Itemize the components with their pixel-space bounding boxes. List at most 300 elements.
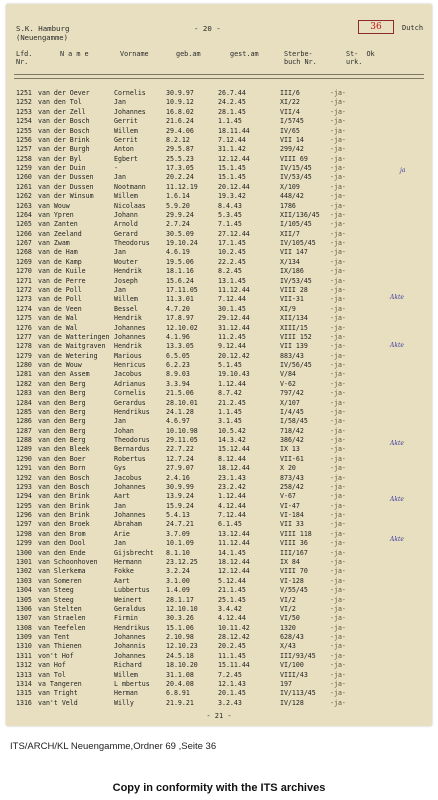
table-row bbox=[16, 239, 428, 247]
entry-number: 1283 bbox=[16, 389, 32, 398]
entry-death-register-number: 718/42 bbox=[280, 426, 304, 435]
entry-surname: van der Winsum bbox=[38, 192, 94, 201]
entry-death-date: 8.12.44 bbox=[218, 454, 246, 463]
entry-certificate-status: -ja- bbox=[330, 464, 346, 473]
entry-certificate-status: -ja- bbox=[330, 482, 346, 491]
entry-firstname: Adrianus bbox=[114, 379, 146, 388]
entry-number: 1285 bbox=[16, 407, 32, 416]
table-row bbox=[16, 680, 428, 688]
entry-firstname: Johan bbox=[114, 426, 134, 435]
entry-death-date: 10.11.42 bbox=[218, 623, 250, 632]
entry-certificate-status: -ja- bbox=[330, 576, 346, 585]
entry-certificate-status: -ja- bbox=[330, 389, 346, 398]
handwritten-note: Akte bbox=[390, 342, 404, 349]
entry-number: 1309 bbox=[16, 633, 32, 642]
entry-surname: van Thienen bbox=[38, 642, 82, 651]
entry-birth-date: 5.9.20 bbox=[166, 201, 190, 210]
handwritten-note: Akte bbox=[390, 496, 404, 503]
entry-birth-date: 17.8.97 bbox=[166, 314, 194, 323]
entry-surname: van Hof bbox=[38, 661, 66, 670]
entry-certificate-status: -ja- bbox=[330, 539, 346, 548]
table-row bbox=[16, 436, 428, 444]
entry-certificate-status: -ja- bbox=[330, 107, 346, 116]
entry-certificate-status: -ja- bbox=[330, 417, 346, 426]
entry-number: 1310 bbox=[16, 642, 32, 651]
table-row bbox=[16, 277, 428, 285]
entry-number: 1286 bbox=[16, 417, 32, 426]
entry-birth-date: 28.1.17 bbox=[166, 595, 194, 604]
entry-death-date: 20.12.42 bbox=[218, 351, 250, 360]
entry-number: 1282 bbox=[16, 379, 32, 388]
entry-certificate-status: -ja- bbox=[330, 126, 346, 135]
entry-birth-date: 31.1.08 bbox=[166, 670, 194, 679]
entry-death-register-number: IV/128 bbox=[280, 698, 304, 707]
entry-birth-date: 15.6.24 bbox=[166, 276, 194, 285]
table-row bbox=[16, 464, 428, 472]
entry-death-date: 3.4.42 bbox=[218, 604, 242, 613]
entry-birth-date: 1.4.09 bbox=[166, 586, 190, 595]
entry-surname: van den Berg bbox=[38, 436, 86, 445]
entry-death-date: 21.1.45 bbox=[218, 586, 246, 595]
table-row bbox=[16, 530, 428, 538]
entry-death-register-number: XII/7 bbox=[280, 229, 300, 238]
entry-birth-date: 30.9.99 bbox=[166, 482, 194, 491]
entry-death-date: 28.1.45 bbox=[218, 107, 246, 116]
entry-death-date: 3.2.43 bbox=[218, 698, 242, 707]
table-row bbox=[16, 183, 428, 191]
entry-death-register-number: VIII 36 bbox=[280, 539, 308, 548]
entry-number: 1288 bbox=[16, 436, 32, 445]
table-row bbox=[16, 652, 428, 660]
entry-death-date: 1.1.45 bbox=[218, 117, 242, 126]
entry-number: 1307 bbox=[16, 614, 32, 623]
entry-surname: van der Duin bbox=[38, 164, 86, 173]
entry-certificate-status: -ja- bbox=[330, 229, 346, 238]
entry-certificate-status: -ja- bbox=[330, 445, 346, 454]
entry-firstname: Willem bbox=[114, 192, 138, 201]
table-row bbox=[16, 417, 428, 425]
entry-death-register-number: VIII 70 bbox=[280, 567, 308, 576]
entry-death-register-number: VII 33 bbox=[280, 520, 304, 529]
entry-death-date: 11.12.44 bbox=[218, 539, 250, 548]
entry-number: 1291 bbox=[16, 464, 32, 473]
entry-certificate-status: -ja- bbox=[330, 323, 346, 332]
entry-surname: van den Berg bbox=[38, 379, 86, 388]
entry-number: 1272 bbox=[16, 285, 32, 294]
entry-death-date: 10.5.42 bbox=[218, 426, 246, 435]
entry-death-register-number: IV/56/45 bbox=[280, 361, 312, 370]
entry-certificate-status: -ja- bbox=[330, 89, 346, 97]
entry-certificate-status: -ja- bbox=[330, 567, 346, 576]
entry-certificate-status: -ja- bbox=[330, 145, 346, 154]
entry-death-register-number: X/43 bbox=[280, 642, 296, 651]
entry-firstname: Willem bbox=[114, 126, 138, 135]
entry-surname: van den Berg bbox=[38, 398, 86, 407]
entry-death-date: 7.12.44 bbox=[218, 295, 246, 304]
entry-death-register-number: IV/105/45 bbox=[280, 239, 316, 248]
entry-firstname: Willy bbox=[114, 698, 134, 707]
entry-certificate-status: -ja- bbox=[330, 679, 346, 688]
table-row bbox=[16, 305, 428, 313]
entry-certificate-status: -ja- bbox=[330, 501, 346, 510]
entry-certificate-status: -ja- bbox=[330, 698, 346, 707]
entry-certificate-status: -ja- bbox=[330, 257, 346, 266]
entry-death-date: 24.2.45 bbox=[218, 98, 246, 107]
entry-death-register-number: I/5745 bbox=[280, 117, 304, 126]
entry-number: 1275 bbox=[16, 314, 32, 323]
table-row bbox=[16, 267, 428, 275]
entry-number: 1254 bbox=[16, 117, 32, 126]
col-nr-header: Lfd. Nr. bbox=[16, 50, 33, 66]
entry-surname: van Teefelen bbox=[38, 623, 86, 632]
entry-surname: van Ypren bbox=[38, 210, 74, 219]
entry-certificate-status: -ja- bbox=[330, 182, 346, 191]
entry-surname: van den Berg bbox=[38, 417, 86, 426]
entry-firstname: Bessel bbox=[114, 304, 138, 313]
entry-firstname: Wouter bbox=[114, 257, 138, 266]
entry-birth-date: 1.6.14 bbox=[166, 192, 190, 201]
entry-number: 1274 bbox=[16, 304, 32, 313]
entry-death-date: 12.12.44 bbox=[218, 567, 250, 576]
entry-firstname: Gerrit bbox=[114, 117, 138, 126]
entry-certificate-status: -ja- bbox=[330, 267, 346, 276]
entry-death-register-number: VI-47 bbox=[280, 501, 300, 510]
entry-certificate-status: -ja- bbox=[330, 370, 346, 379]
entry-death-register-number: IV/53/45 bbox=[280, 276, 312, 285]
entry-surname: van der Bosch bbox=[38, 126, 90, 135]
table-row bbox=[16, 342, 428, 350]
handwritten-note: ja bbox=[400, 167, 406, 174]
entry-certificate-status: -ja- bbox=[330, 210, 346, 219]
entry-surname: van den Bleek bbox=[38, 445, 90, 454]
entry-firstname: Marious bbox=[114, 351, 142, 360]
entry-certificate-status: -ja- bbox=[330, 361, 346, 370]
entry-death-date: 9.12.44 bbox=[218, 342, 246, 351]
entry-death-register-number: I/58/45 bbox=[280, 417, 308, 426]
entry-surname: van de Wetering bbox=[38, 351, 98, 360]
camp-header: S.K. Hamburg bbox=[16, 24, 70, 33]
entry-death-date: 10.2.45 bbox=[218, 248, 246, 257]
col-name-header: N a m e bbox=[60, 50, 89, 58]
entry-number: 1279 bbox=[16, 351, 32, 360]
entry-firstname: Jan bbox=[114, 98, 126, 107]
entry-firstname: L mbertus bbox=[114, 679, 150, 688]
entry-death-register-number: VI/2 bbox=[280, 604, 296, 613]
entry-death-date: 4.12.44 bbox=[218, 501, 246, 510]
entry-surname: van de Poll bbox=[38, 285, 82, 294]
entry-death-register-number: XII/134 bbox=[280, 314, 308, 323]
entry-birth-date: 29.9.24 bbox=[166, 210, 194, 219]
entry-number: 1292 bbox=[16, 473, 32, 482]
entry-number: 1265 bbox=[16, 220, 32, 229]
entry-death-register-number: III/167 bbox=[280, 548, 308, 557]
entry-death-register-number: X/134 bbox=[280, 257, 300, 266]
entry-death-date: 3.1.45 bbox=[218, 417, 242, 426]
entry-firstname: Gijsbrecht bbox=[114, 548, 154, 557]
entry-number: 1252 bbox=[16, 98, 32, 107]
table-row bbox=[16, 352, 428, 360]
entry-firstname: Gerard bbox=[114, 229, 138, 238]
entry-number: 1260 bbox=[16, 173, 32, 182]
table-row bbox=[16, 502, 428, 510]
entry-death-date: 7.12.44 bbox=[218, 511, 246, 520]
entry-birth-date: 3.3.94 bbox=[166, 379, 190, 388]
entry-firstname: Willem bbox=[114, 295, 138, 304]
entry-firstname: Lubbertus bbox=[114, 586, 150, 595]
camp-subheader: (Neuengamme) bbox=[16, 33, 68, 42]
entry-death-date: 18.12.44 bbox=[218, 558, 250, 566]
entry-firstname: Nootmann bbox=[114, 182, 146, 191]
entry-birth-date: 10.10.98 bbox=[166, 426, 198, 435]
entry-surname: van de Ham bbox=[38, 248, 78, 257]
entry-death-register-number: IX 84 bbox=[280, 558, 300, 566]
entry-death-date: 12.12.44 bbox=[218, 154, 250, 163]
table-row bbox=[16, 389, 428, 397]
entry-death-date: 11.1.45 bbox=[218, 651, 246, 660]
entry-death-register-number: XII/136/45 bbox=[280, 210, 320, 219]
entry-death-register-number: X/107 bbox=[280, 398, 300, 407]
entry-certificate-status: -ja- bbox=[330, 398, 346, 407]
entry-birth-date: 4.6.97 bbox=[166, 417, 190, 426]
entry-surname: van de Perre bbox=[38, 276, 86, 285]
entry-number: 1255 bbox=[16, 126, 32, 135]
entry-number: 1308 bbox=[16, 623, 32, 632]
entry-surname: van den Broek bbox=[38, 520, 90, 529]
entry-death-date: 27.12.44 bbox=[218, 229, 250, 238]
entry-birth-date: 10.9.12 bbox=[166, 98, 194, 107]
entry-death-date: 8.2.45 bbox=[218, 267, 242, 276]
entry-number: 1300 bbox=[16, 548, 32, 557]
entry-firstname: Johannes bbox=[114, 511, 146, 520]
entry-birth-date: 24.1.28 bbox=[166, 407, 194, 416]
entry-death-register-number: IV/113/45 bbox=[280, 689, 316, 698]
entry-surname: van den Ende bbox=[38, 548, 86, 557]
entry-firstname: Hendrik bbox=[114, 314, 142, 323]
entry-birth-date: 2.10.98 bbox=[166, 633, 194, 642]
table-row bbox=[16, 211, 428, 219]
entry-number: 1311 bbox=[16, 651, 32, 660]
entry-birth-date: 17.11.05 bbox=[166, 285, 198, 294]
entry-firstname: Aart bbox=[114, 576, 130, 585]
entry-death-register-number: 299/42 bbox=[280, 145, 304, 154]
entry-firstname: Willem bbox=[114, 670, 138, 679]
table-row bbox=[16, 192, 428, 200]
entry-certificate-status: -ja- bbox=[330, 436, 346, 445]
entry-firstname: Fokke bbox=[114, 567, 134, 576]
table-row bbox=[16, 642, 428, 650]
table-row bbox=[16, 558, 428, 566]
entry-birth-date: 3.2.24 bbox=[166, 567, 190, 576]
entry-birth-date: 21.9.21 bbox=[166, 698, 194, 707]
entry-birth-date: 18.1.16 bbox=[166, 267, 194, 276]
entry-number: 1315 bbox=[16, 689, 32, 698]
entry-surname: van den Brink bbox=[38, 492, 90, 501]
entry-death-register-number: VIII 118 bbox=[280, 529, 312, 538]
handwritten-note: Akte bbox=[390, 294, 404, 301]
entry-number: 1263 bbox=[16, 201, 32, 210]
entry-birth-date: 23.12.25 bbox=[166, 558, 198, 566]
entry-number: 1251 bbox=[16, 89, 32, 97]
entry-certificate-status: -ja- bbox=[330, 351, 346, 360]
entry-surname: van den Bosch bbox=[38, 473, 90, 482]
entry-surname: van der Zell bbox=[38, 107, 86, 116]
entry-death-date: 26.7.44 bbox=[218, 89, 246, 97]
entry-firstname: Jan bbox=[114, 173, 126, 182]
entry-death-register-number: VI/100 bbox=[280, 661, 304, 670]
entry-surname: van Schoonhoven bbox=[38, 558, 98, 566]
entry-birth-date: 29.5.87 bbox=[166, 145, 194, 154]
table-row bbox=[16, 145, 428, 153]
entry-birth-date: 15.1.06 bbox=[166, 623, 194, 632]
entry-death-date: 22.2.45 bbox=[218, 257, 246, 266]
entry-number: 1258 bbox=[16, 154, 32, 163]
entry-firstname: Jacobus bbox=[114, 370, 142, 379]
entry-certificate-status: -ja- bbox=[330, 285, 346, 294]
entry-death-date: 28.12.42 bbox=[218, 633, 250, 642]
entry-death-date: 29.12.44 bbox=[218, 314, 250, 323]
table-row bbox=[16, 361, 428, 369]
table-row bbox=[16, 408, 428, 416]
entry-death-date: 11.12.44 bbox=[218, 285, 250, 294]
entry-firstname: Jan bbox=[114, 285, 126, 294]
table-row bbox=[16, 98, 428, 106]
entry-surname: van Zwam bbox=[38, 239, 70, 248]
entry-number: 1261 bbox=[16, 182, 32, 191]
entry-death-date: 20.12.44 bbox=[218, 182, 250, 191]
entry-birth-date: 2.4.16 bbox=[166, 473, 190, 482]
table-row bbox=[16, 380, 428, 388]
entry-certificate-status: -ja- bbox=[330, 379, 346, 388]
entry-death-date: 15.12.44 bbox=[218, 445, 250, 454]
entry-firstname: Johannes bbox=[114, 332, 146, 341]
entry-death-date: 5.3.45 bbox=[218, 210, 242, 219]
entry-surname: van de Watteringen bbox=[38, 332, 110, 341]
entry-number: 1278 bbox=[16, 342, 32, 351]
entry-firstname: Johannis bbox=[114, 642, 146, 651]
table-row bbox=[16, 333, 428, 341]
entry-certificate-status: -ja- bbox=[330, 192, 346, 201]
table-row bbox=[16, 295, 428, 303]
entry-surname: van de Veen bbox=[38, 304, 82, 313]
entry-surname: van Tright bbox=[38, 689, 78, 698]
entry-surname: van den Brink bbox=[38, 511, 90, 520]
entry-surname: van de Kamp bbox=[38, 257, 82, 266]
entry-death-register-number: VII 147 bbox=[280, 248, 308, 257]
entry-birth-date: 3.7.09 bbox=[166, 529, 190, 538]
entry-certificate-status: -ja- bbox=[330, 154, 346, 163]
entry-number: 1266 bbox=[16, 229, 32, 238]
entry-number: 1280 bbox=[16, 361, 32, 370]
entry-number: 1270 bbox=[16, 267, 32, 276]
entry-certificate-status: -ja- bbox=[330, 492, 346, 501]
copy-notice: Copy in conformity with the ITS archives bbox=[112, 782, 326, 794]
entry-firstname: Gerrit bbox=[114, 135, 138, 144]
entry-death-date: 23.2.42 bbox=[218, 482, 246, 491]
entry-death-date: 13.1.45 bbox=[218, 276, 246, 285]
entry-surname: van de Kuile bbox=[38, 267, 86, 276]
entry-number: 1287 bbox=[16, 426, 32, 435]
entry-certificate-status: -ja- bbox=[330, 426, 346, 435]
table-row bbox=[16, 202, 428, 210]
entry-birth-date: 30.9.97 bbox=[166, 89, 194, 97]
entry-birth-date: 17.3.05 bbox=[166, 164, 194, 173]
table-row bbox=[16, 173, 428, 181]
entry-firstname: Jan bbox=[114, 501, 126, 510]
entry-death-register-number: VIII 152 bbox=[280, 332, 312, 341]
entry-surname: van Steeg bbox=[38, 586, 74, 595]
entry-certificate-status: -ja- bbox=[330, 98, 346, 107]
entry-birth-date: 28.10.01 bbox=[166, 398, 198, 407]
entry-certificate-status: -ja- bbox=[330, 295, 346, 304]
entry-number: 1305 bbox=[16, 595, 32, 604]
entry-certificate-status: -ja- bbox=[330, 670, 346, 679]
table-row bbox=[16, 445, 428, 453]
entry-death-register-number: VI/2 bbox=[280, 595, 296, 604]
entry-birth-date: 22.7.22 bbox=[166, 445, 194, 454]
entry-firstname: Egbert bbox=[114, 154, 138, 163]
entry-surname: von't Hof bbox=[38, 651, 74, 660]
entry-number: 1316 bbox=[16, 698, 32, 707]
entry-birth-date: 30.3.26 bbox=[166, 614, 194, 623]
entry-birth-date: 19.10.24 bbox=[166, 239, 198, 248]
entry-birth-date: 5.4.13 bbox=[166, 511, 190, 520]
entry-birth-date: 4.1.96 bbox=[166, 332, 190, 341]
nationality-label: Dutch bbox=[402, 24, 424, 32]
entry-death-date: 21.2.45 bbox=[218, 398, 246, 407]
entry-number: 1253 bbox=[16, 107, 32, 116]
entry-birth-date: 11.3.01 bbox=[166, 295, 194, 304]
entry-firstname: Nicolaas bbox=[114, 201, 146, 210]
entry-firstname: Henricus bbox=[114, 361, 146, 370]
entry-firstname: Robertus bbox=[114, 454, 146, 463]
entry-birth-date: 27.9.07 bbox=[166, 464, 194, 473]
entry-number: 1303 bbox=[16, 576, 32, 585]
entry-firstname: Herman bbox=[114, 689, 138, 698]
entry-surname: van den Brom bbox=[38, 529, 86, 538]
entry-number: 1314 bbox=[16, 679, 32, 688]
entry-death-date: 23.1.43 bbox=[218, 473, 246, 482]
entry-surname: van Zeeland bbox=[38, 229, 82, 238]
entry-firstname: Jacobus bbox=[114, 473, 142, 482]
entry-death-date: 1.12.44 bbox=[218, 492, 246, 501]
entry-death-register-number: VII-61 bbox=[280, 454, 304, 463]
entry-certificate-status: -ja- bbox=[330, 407, 346, 416]
entry-surname: va Tangeren bbox=[38, 679, 82, 688]
entry-surname: van't Veld bbox=[38, 698, 78, 707]
entry-death-register-number: III/93/45 bbox=[280, 651, 316, 660]
entry-certificate-status: -ja- bbox=[330, 604, 346, 613]
entry-death-date: 19.10.43 bbox=[218, 370, 250, 379]
entry-birth-date: 8.9.03 bbox=[166, 370, 190, 379]
entry-surname: van Wouw bbox=[38, 201, 70, 210]
entry-surname: van den Born bbox=[38, 464, 86, 473]
handwritten-note: Akte bbox=[390, 536, 404, 543]
entry-death-register-number: VI-184 bbox=[280, 511, 304, 520]
entry-death-date: 18.12.44 bbox=[218, 464, 250, 473]
table-row bbox=[16, 492, 428, 500]
entry-death-register-number: IX 13 bbox=[280, 445, 300, 454]
entry-firstname: Gerardus bbox=[114, 398, 146, 407]
entry-surname: van den Assem bbox=[38, 370, 90, 379]
column-headers bbox=[16, 50, 426, 72]
archive-document-page bbox=[6, 4, 432, 726]
entry-certificate-status: -ja- bbox=[330, 342, 346, 351]
table-row bbox=[16, 324, 428, 332]
entry-certificate-status: -ja- bbox=[330, 642, 346, 651]
entry-certificate-status: -ja- bbox=[330, 595, 346, 604]
entry-birth-date: 21.6.24 bbox=[166, 117, 194, 126]
entry-birth-date: 20.2.24 bbox=[166, 173, 194, 182]
